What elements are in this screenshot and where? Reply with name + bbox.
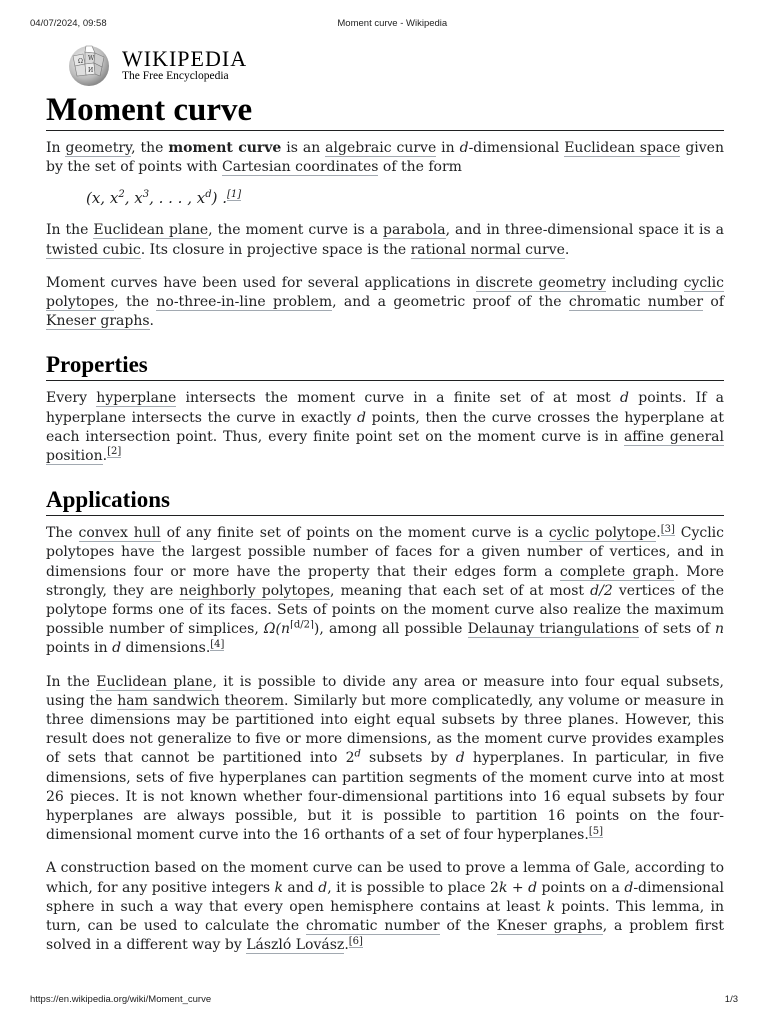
section-heading-applications: Applications — [46, 486, 724, 516]
link-neighborly-polytopes[interactable]: neighborly polytopes — [179, 582, 331, 599]
print-footer — [30, 994, 738, 1005]
link-chromatic-number-2[interactable]: chromatic number — [305, 918, 440, 935]
print-url: https://en.wikipedia.org/wiki/Moment_curve — [30, 994, 212, 1005]
link-kneser-graphs[interactable]: Kneser graphs — [46, 313, 150, 330]
citation-6[interactable]: [6] — [348, 935, 363, 947]
svg-text:И: И — [88, 67, 94, 74]
wordmark: WIKIPEDIA — [122, 46, 248, 71]
link-twisted-cubic[interactable]: twisted cubic — [46, 241, 141, 258]
link-cyclic-polytopes[interactable]: cyclic polytopes — [46, 274, 724, 311]
link-chromatic-number[interactable]: chromatic number — [568, 294, 704, 311]
wikipedia-globe-icon — [64, 42, 114, 88]
link-rational-normal-curve[interactable]: rational normal curve — [410, 241, 565, 258]
svg-text:Ω: Ω — [78, 58, 83, 65]
citation-4[interactable]: [4] — [210, 638, 225, 650]
link-ham-sandwich-theorem[interactable]: ham sandwich theorem — [117, 692, 285, 709]
link-euclidean-plane[interactable]: Euclidean plane — [93, 222, 209, 239]
print-header — [30, 18, 738, 29]
wikipedia-logo[interactable] — [64, 40, 724, 90]
link-cyclic-polytope[interactable]: cyclic polytope — [548, 525, 657, 542]
citation-2[interactable]: [2] — [107, 446, 122, 458]
link-convex-hull[interactable]: convex hull — [78, 525, 161, 542]
link-parabola[interactable]: parabola — [383, 222, 446, 239]
section-heading-properties: Properties — [46, 351, 724, 381]
link-algebraic-curve[interactable]: algebraic curve — [325, 140, 437, 156]
link-complete-graph[interactable]: complete graph — [559, 563, 675, 580]
link-kneser-graphs-2[interactable]: Kneser graphs — [496, 918, 603, 935]
link-euclidean-space[interactable]: Euclidean space — [564, 140, 681, 156]
moment-curve-formula: (x, $x^2$, $x^3$, . . . , $x^d$) .[1] — [86, 189, 242, 208]
intro-paragraph-3: Moment curves have been used for several applications in discrete geometry including cyclic polytopes, the no-three-in-line problem, and a geometric proof of the chromatic number of Kneser graphs. — [46, 274, 725, 330]
applications-paragraph-1: The convex hull of any finite set of points on the moment curve is a cyclic polytope.[3] Cyclic polytopes have the largest possible number of faces for a given number of vertices, and in dimensions four or more have the property that their edges form a complete graph. More strongly, they are neighborly polytopes, meaning that each set of at most d/2 vertices of the polytope forms one of its faces. Sets of points on the moment curve also realize the maximum possible number of simplices, $\Omega(n^{⌈d/2⌉})$, among all possible Delaunay triangulations of sets of n points in d dimensions.[4] — [46, 523, 724, 657]
link-hyperplane[interactable]: hyperplane — [96, 390, 177, 407]
print-datetime: 04/07/2024, 09:58 — [30, 18, 107, 29]
print-page-number: 1/3 — [724, 994, 738, 1005]
tagline: The Free Encyclopedia — [122, 70, 229, 82]
intro-paragraph-2: In the Euclidean plane, the moment curve is a parabola, and in three-dimensional space it is a twisted cubic. Its closure in projective space is the rational normal curve. — [46, 222, 724, 258]
citation-5[interactable]: [5] — [588, 825, 603, 837]
link-affine-general-position[interactable]: affine general position — [46, 428, 724, 465]
link-cartesian-coordinates[interactable]: Cartesian coordinates — [222, 159, 379, 176]
article-page — [46, 40, 724, 956]
link-delaunay-triangulations[interactable]: Delaunay triangulations — [467, 621, 640, 638]
link-geometry[interactable]: geometry — [65, 140, 132, 156]
print-title: Moment curve - Wikipedia — [337, 18, 448, 29]
link-euclidean-plane-2[interactable]: Euclidean plane — [96, 673, 213, 690]
link-no-three-in-line[interactable]: no-three-in-line problem — [156, 294, 333, 311]
link-discrete-geometry[interactable]: discrete geometry — [475, 274, 607, 291]
citation-1[interactable]: [1] — [227, 189, 242, 201]
page-title: Moment curve — [46, 92, 724, 131]
citation-3[interactable]: [3] — [660, 523, 675, 535]
applications-paragraph-2: In the Euclidean plane, it is possible to divide any area or measure into four equal subsets, using the ham sandwich theorem. Similarly but more complicatedly, any volume or measure in three dimensions may be partitioned into eight equal subsets by three planes. However, this result does not generalize to five or more dimensions, as the moment curve provides examples of sets that cannot be partitioned into 2$^d$ subsets by d hyperplanes. In particular, in five dimensions, sets of five hyperplanes can partition segments of the moment curve into at most 26 pieces. It is not known whether four-dimensional partitions into 16 equal subsets by four hyperplanes are always possible, but it is possible to partition 16 points on the four-dimensional moment curve into the 16 orthants of a set of four hyperplanes.[5] — [46, 673, 724, 844]
svg-text:W: W — [88, 55, 95, 62]
properties-paragraph: Every hyperplane intersects the moment curve in a finite set of at most d points. If a hyperplane intersects the curve in exactly d points, then the curve crosses the hyperplane at each intersection point. Thus, every finite point set on the moment curve is in affine general position.[2] — [46, 390, 725, 465]
applications-paragraph-3: A construction based on the moment curve can be used to prove a lemma of Gale, according to which, for any positive integers k and d, it is possible to place 2k + d points on a d-dimensional sphere in such a way that every open hemisphere contains at least k points. This lemma, in turn, can be used to calculate the chromatic number of the Kneser graphs, a problem first solved in a different way by László Lovász.[6] — [46, 860, 725, 954]
link-laszlo-lovasz[interactable]: László Lovász — [246, 937, 345, 954]
intro-paragraph-1: In geometry, the moment curve is an algebraic curve in d-dimensional Euclidean space given by the set of points with Cartesian coordinates of the form — [46, 140, 724, 176]
